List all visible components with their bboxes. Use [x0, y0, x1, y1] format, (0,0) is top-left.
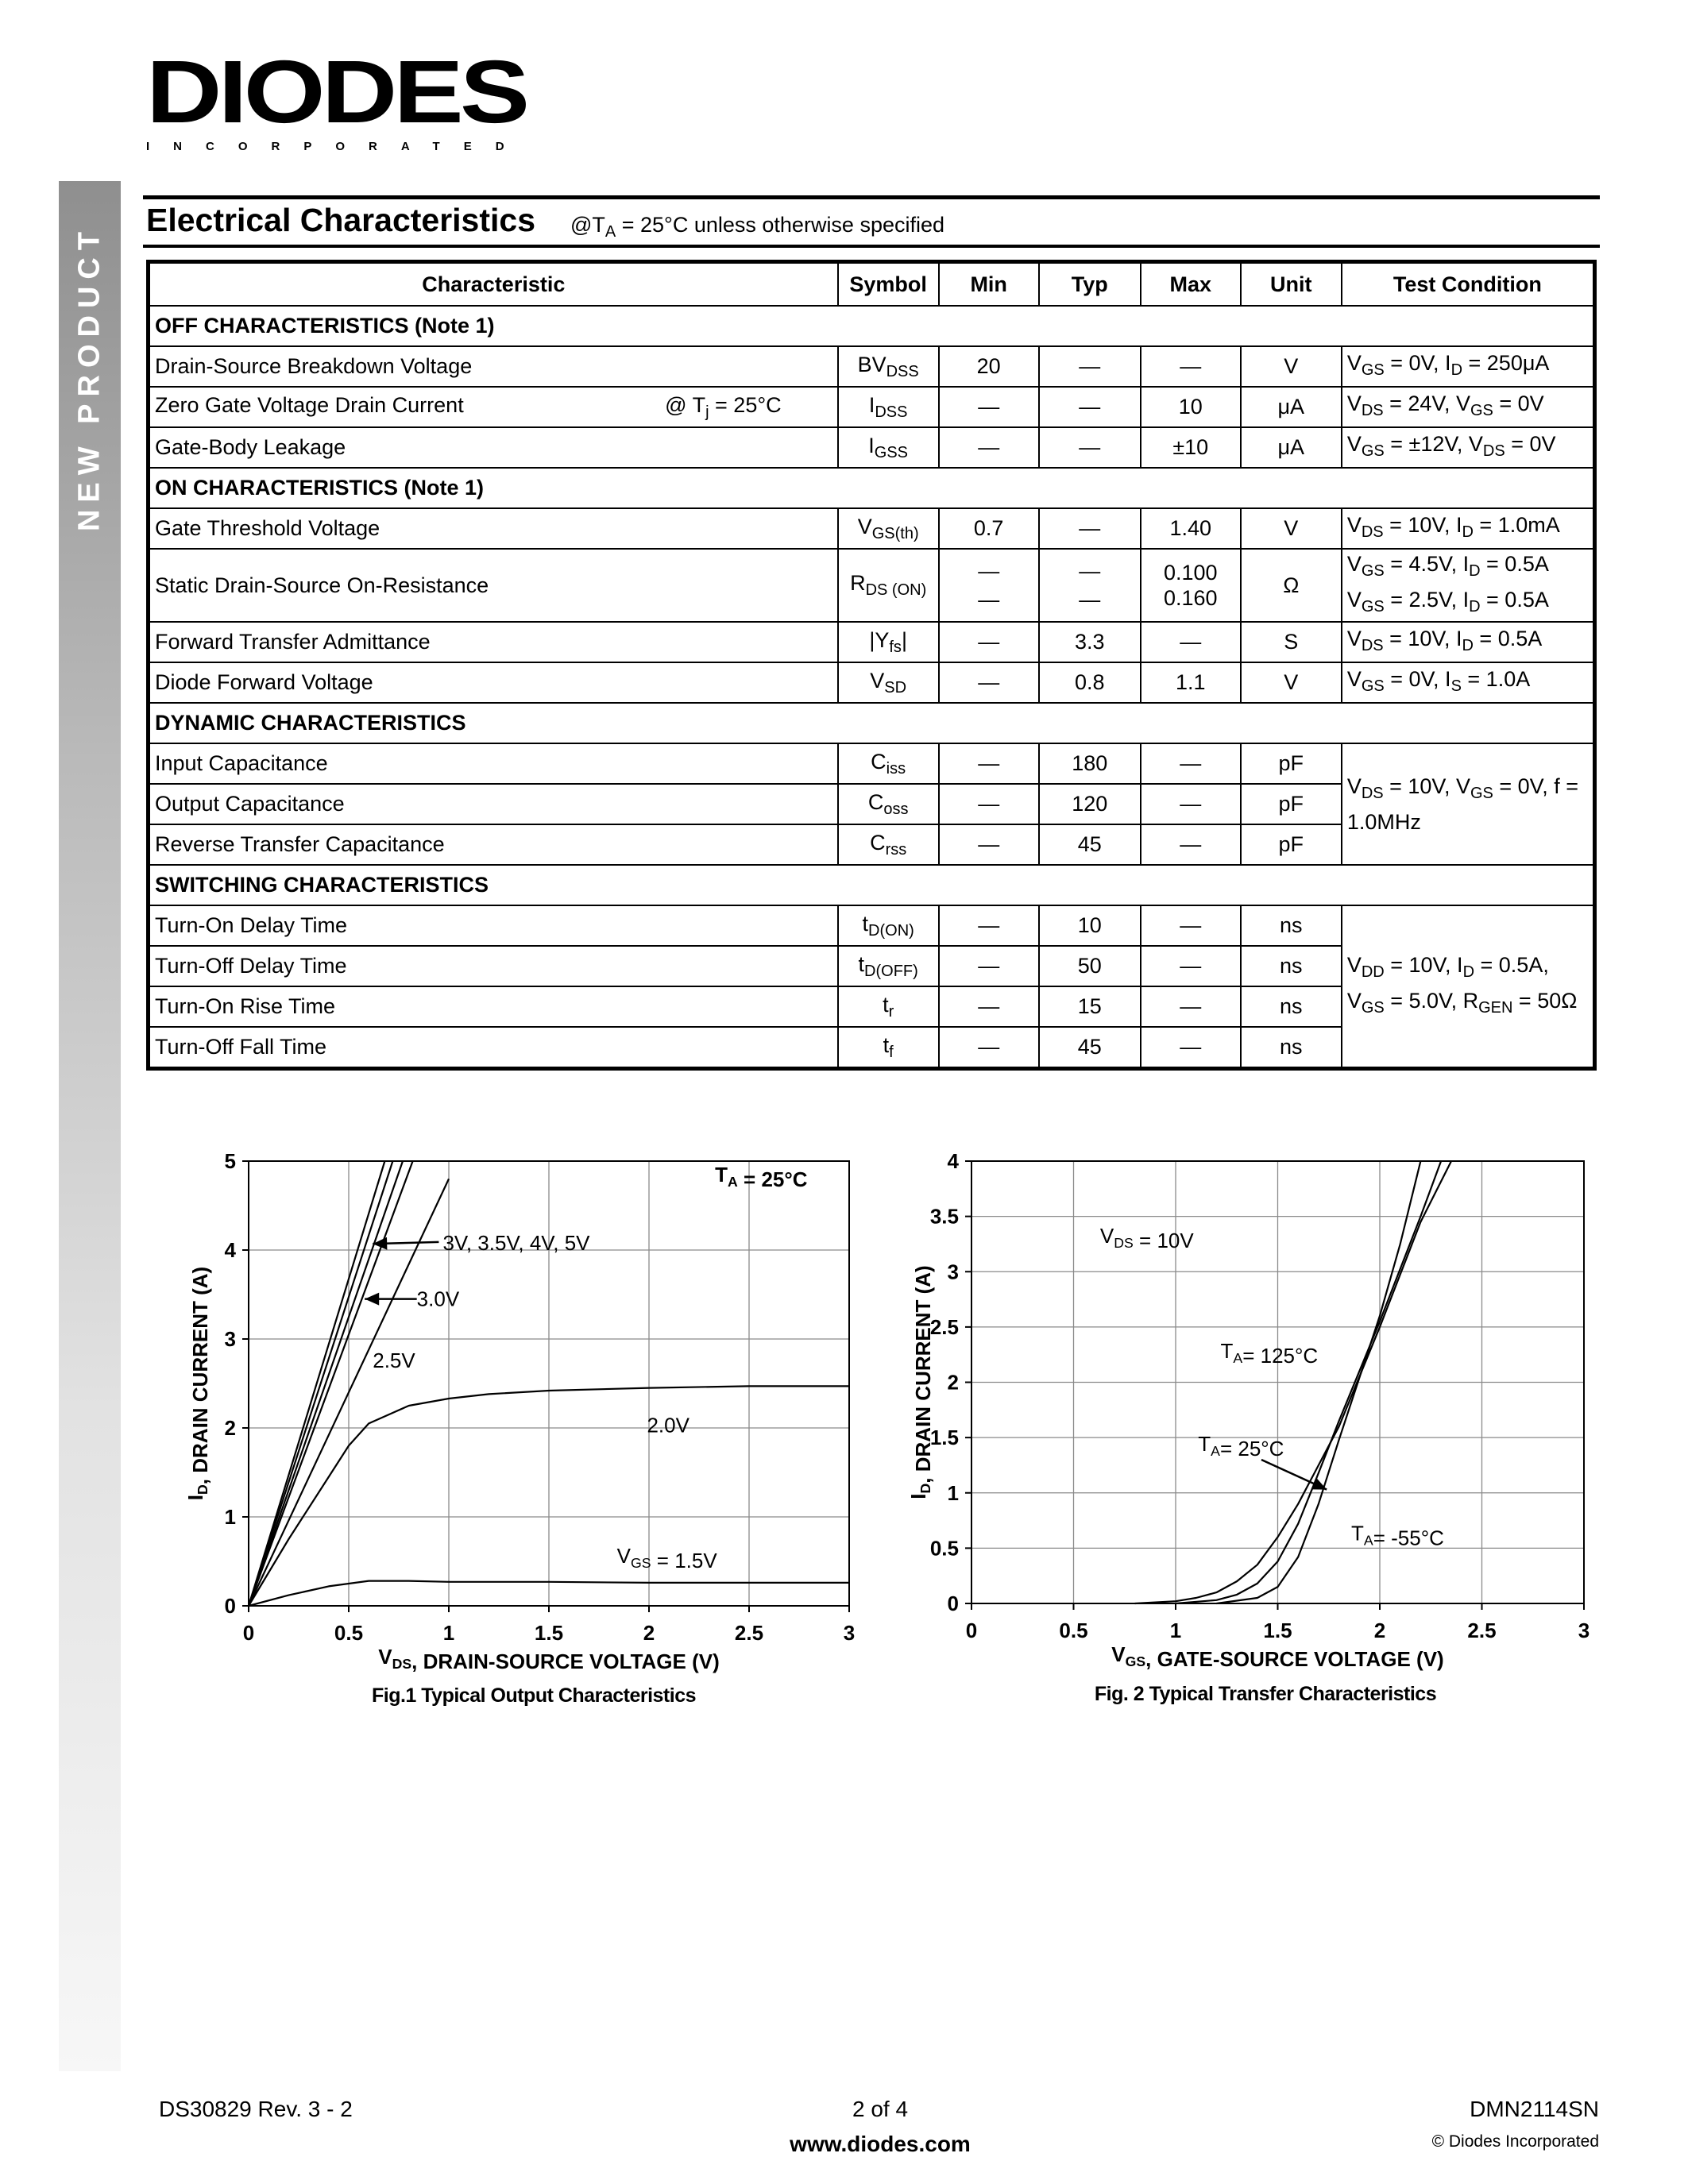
cell-characteristic-note: @ $T_j = 25^\circ C$ [665, 392, 782, 421]
cell-min: — [939, 387, 1039, 427]
cell-min: 20 [939, 346, 1039, 387]
y-tick-label: 3 [224, 1327, 236, 1351]
cell-symbol: $BV_{DSS}$ [838, 346, 939, 387]
x-axis-title: $V_{DS}$, DRAIN-SOURCE VOLTAGE (V) [378, 1645, 720, 1673]
label-3-0v: 3.0V [416, 1287, 460, 1311]
x-tick-label: 0.5 [334, 1621, 364, 1645]
cell-test-condition: $V_{DS} = 10V$, $I_D = 0.5A$ [1342, 622, 1595, 662]
section-title-dynamic: DYNAMIC CHARACTERISTICS [149, 703, 1595, 743]
cell-symbol: $C_{rss}$ [838, 824, 939, 865]
cell-characteristic: Reverse Transfer Capacitance [149, 824, 838, 865]
cell-unit: ns [1241, 1027, 1342, 1069]
cell-test-condition: $V_{DS} = 24V$, $V_{GS} = 0V$ [1342, 387, 1595, 427]
cell-unit: pF [1241, 824, 1342, 865]
header-characteristic: Characteristic [149, 262, 838, 307]
cell-characteristic [149, 387, 838, 427]
footer-doc-number: DS30829 Rev. 3 - 2 [159, 2097, 353, 2121]
cell-symbol: $V_{SD}$ [838, 662, 939, 703]
cell-characteristic: Turn-Off Delay Time [149, 946, 838, 986]
label-ta-25c: $T_A= 25^\circ C$ [1198, 1431, 1284, 1461]
cell-characteristic: Diode Forward Voltage [149, 662, 838, 703]
cell-test-condition: $V_{DS} = 10V$, $I_D = 1.0mA$ [1342, 508, 1595, 549]
cell-max: — [1141, 986, 1241, 1027]
cell-min: — [939, 743, 1039, 784]
cell-symbol: $C_{iss}$ [838, 743, 939, 784]
series-line [249, 1161, 413, 1606]
section-condition: $@T_A = 25^\circ C$ unless otherwise specified [570, 213, 945, 241]
table-row [149, 346, 1595, 387]
cell-typ: 120 [1039, 784, 1141, 824]
cell-characteristic: Static Drain-Source On-Resistance [149, 549, 838, 622]
y-tick-label: 0 [947, 1592, 959, 1615]
y-tick-label: 0 [224, 1594, 236, 1618]
cell-symbol: $|Y_{fs}|$ [838, 622, 939, 662]
table-header-row [149, 262, 1595, 307]
cell-characteristic: Turn-On Delay Time [149, 905, 838, 946]
cell-test-condition: $V_{GS} = \pm 12V$, $V_{DS} = 0V$ [1342, 427, 1595, 468]
x-tick-label: 1.5 [1263, 1619, 1292, 1642]
arrow-head [365, 1293, 379, 1306]
logo-subtitle: INCORPORATED [146, 140, 528, 153]
section-row-off [149, 306, 1595, 346]
cell-max-1: 0.100 [1163, 561, 1218, 585]
cell-test-condition: $V_{DS} = 10V$, $V_{GS} = 0V$, f = 1.0MHz [1342, 743, 1595, 865]
x-tick-label: 1 [1169, 1619, 1182, 1642]
y-tick-label: 1.5 [929, 1426, 959, 1450]
header-min: Min [939, 262, 1039, 307]
cell-characteristic: Drain-Source Breakdown Voltage [149, 346, 838, 387]
cell-typ: — [1039, 508, 1141, 549]
table-row [149, 427, 1595, 468]
cell-unit: μA [1241, 427, 1342, 468]
cell-symbol: $t_{D(ON)}$ [838, 905, 939, 946]
cell-max: 1.1 [1141, 662, 1241, 703]
x-tick-label: 2.5 [734, 1621, 764, 1645]
cell-unit: ns [1241, 986, 1342, 1027]
cell-min: — [939, 946, 1039, 986]
cell-typ-1: — [1079, 559, 1101, 583]
cell-characteristic-text: Zero Gate Voltage Drain Current [155, 392, 464, 417]
cell-unit: pF [1241, 743, 1342, 784]
cell-unit: μA [1241, 387, 1342, 427]
cell-min: — [939, 427, 1039, 468]
y-tick-label: 4 [224, 1238, 236, 1262]
cell-max: 10 [1141, 387, 1241, 427]
cell-characteristic: Turn-On Rise Time [149, 986, 838, 1027]
footer-page-number: 2 of 4 [852, 2097, 909, 2121]
cell-test-condition: $V_{GS} = 0V$, $I_D = 250\mu A$ [1342, 346, 1595, 387]
x-tick-label: 0 [242, 1621, 255, 1645]
cell-characteristic: Gate-Body Leakage [149, 427, 838, 468]
cell-symbol: $V_{GS(th)}$ [838, 508, 939, 549]
section-row-on [149, 468, 1595, 508]
cell-min: — [939, 824, 1039, 865]
cell-typ: — [1039, 427, 1141, 468]
header-test-condition: Test Condition [1342, 262, 1595, 307]
y-tick-label: 2 [947, 1370, 959, 1395]
cell-max-2: 0.160 [1163, 586, 1218, 610]
section-title-switching: SWITCHING CHARACTERISTICS [149, 865, 1595, 905]
cell-typ: 10 [1039, 905, 1141, 946]
cell-test-condition: $V_{DD} = 10V$, $I_D = 0.5A$, $V_{GS} = 5.0V$, $R_{GEN} = 50\Omega$ [1342, 905, 1595, 1069]
y-tick-label: 1 [947, 1480, 959, 1505]
series-line [249, 1161, 384, 1606]
cell-typ: 0.8 [1039, 662, 1141, 703]
x-tick-label: 1 [442, 1621, 455, 1645]
cell-unit: ns [1241, 946, 1342, 986]
label-ta-125c: $T_A= 125^\circ C$ [1220, 1338, 1319, 1368]
cell-typ: 180 [1039, 743, 1141, 784]
cell-max: — [1141, 1027, 1241, 1069]
cell-min: — [939, 986, 1039, 1027]
cell-characteristic: Input Capacitance [149, 743, 838, 784]
header-unit: Unit [1241, 262, 1342, 307]
sidebar-label: NEW PRODUCT [72, 224, 106, 532]
section-row-dynamic [149, 703, 1595, 743]
cell-max: — [1141, 946, 1241, 986]
x-tick-label: 1.5 [534, 1621, 564, 1645]
y-axis-title: $I_D$, DRAIN CURRENT (A) [906, 1265, 935, 1499]
section-rule-bottom [143, 245, 1600, 248]
section-row-switching [149, 865, 1595, 905]
cell-typ: — [1039, 387, 1141, 427]
cell-min: 0.7 [939, 508, 1039, 549]
cell-max: — [1141, 905, 1241, 946]
cell-typ: 45 [1039, 1027, 1141, 1069]
cell-unit: V [1241, 346, 1342, 387]
cell-typ: 50 [1039, 946, 1141, 986]
y-tick-label: 3.5 [929, 1204, 959, 1229]
cell-min [939, 549, 1039, 622]
cell-max: — [1141, 784, 1241, 824]
x-tick-label: 3 [843, 1621, 856, 1645]
fig2-caption: Fig. 2 Typical Transfer Characteristics [1094, 1683, 1437, 1705]
label-ta-minus-55c: $T_A= -55^\circ C$ [1351, 1521, 1444, 1550]
fig1-output-characteristics-chart [159, 1144, 874, 1700]
cell-cond-1: $V_{GS} = 4.5V$, $I_D = 0.5A$ [1346, 552, 1549, 580]
cell-symbol: $C_{oss}$ [838, 784, 939, 824]
company-logo [146, 42, 528, 153]
cell-symbol: $t_r$ [838, 986, 939, 1027]
cell-symbol: $I_{GSS}$ [838, 427, 939, 468]
cell-test-condition [1342, 549, 1595, 622]
table-row [149, 622, 1595, 662]
header-typ: Typ [1039, 262, 1141, 307]
cell-symbol: $t_f$ [838, 1027, 939, 1069]
series-line [249, 1161, 392, 1606]
label-2-0v: 2.0V [647, 1413, 689, 1437]
y-tick-label: 2.5 [929, 1314, 959, 1339]
table-row [149, 905, 1595, 946]
fig1-caption: Fig.1 Typical Output Characteristics [371, 1684, 697, 1707]
y-axis-title: $I_D$, DRAIN CURRENT (A) [183, 1266, 212, 1501]
electrical-characteristics-table [146, 260, 1597, 1071]
cell-typ: 45 [1039, 824, 1141, 865]
section-title: Electrical Characteristics [146, 202, 535, 238]
table-row [149, 743, 1595, 784]
x-tick-label: 2 [1373, 1619, 1386, 1642]
cell-min: — [939, 662, 1039, 703]
x-axis-title: $V_{GS}$, GATE-SOURCE VOLTAGE (V) [1111, 1642, 1444, 1671]
cell-characteristic: Forward Transfer Admittance [149, 622, 838, 662]
header-symbol: Symbol [838, 262, 939, 307]
label-vgs-1-5v: $V_{GS} = 1.5V$ [616, 1544, 717, 1573]
cell-typ: 3.3 [1039, 622, 1141, 662]
cell-characteristic: Turn-Off Fall Time [149, 1027, 838, 1069]
section-rule-top [143, 195, 1600, 199]
cell-cond-2: $V_{GS} = 2.5V$, $I_D = 0.5A$ [1346, 588, 1549, 615]
table-row [149, 508, 1595, 549]
cell-min: — [939, 784, 1039, 824]
cell-unit: ns [1241, 905, 1342, 946]
cell-symbol: $R_{DS (ON)}$ [838, 549, 939, 622]
x-tick-label: 0.5 [1059, 1619, 1088, 1642]
cell-typ [1039, 549, 1141, 622]
y-tick-label: 5 [224, 1149, 236, 1173]
cell-max: — [1141, 824, 1241, 865]
section-title-off: OFF CHARACTERISTICS (Note 1) [149, 306, 1595, 346]
cell-max: — [1141, 346, 1241, 387]
header-max: Max [1141, 262, 1241, 307]
label-3v-3-5v-4v-5v: 3V, 3.5V, 4V, 5V [442, 1231, 590, 1255]
y-tick-label: 3 [947, 1260, 959, 1284]
logo-wordmark: DIODES [146, 42, 527, 141]
x-tick-label: 3 [1578, 1619, 1590, 1642]
annotation-ta: $T_A = 25^\circ C$ [715, 1162, 808, 1191]
cell-min: — [939, 1027, 1039, 1069]
section-title-on: ON CHARACTERISTICS (Note 1) [149, 468, 1595, 508]
y-tick-label: 1 [224, 1505, 236, 1529]
cell-unit: S [1241, 622, 1342, 662]
cell-min: — [939, 622, 1039, 662]
cell-symbol: $I_{DSS}$ [838, 387, 939, 427]
cell-min-2: — [978, 588, 1000, 612]
cell-max: — [1141, 743, 1241, 784]
footer-part-number: DMN2114SN [1470, 2097, 1599, 2121]
label-vds-10v: $V_{DS} = 10V$ [1099, 1224, 1194, 1253]
cell-max: — [1141, 622, 1241, 662]
y-tick-label: 0.5 [929, 1536, 959, 1561]
table-row [149, 387, 1595, 427]
cell-unit: V [1241, 508, 1342, 549]
cell-characteristic: Output Capacitance [149, 784, 838, 824]
cell-typ-2: — [1079, 588, 1101, 612]
cell-typ: — [1039, 346, 1141, 387]
table-row [149, 662, 1595, 703]
cell-characteristic: Gate Threshold Voltage [149, 508, 838, 549]
footer-website-link[interactable]: www.diodes.com [790, 2132, 971, 2156]
cell-test-condition: $V_{GS} = 0V$, $I_S = 1.0A$ [1342, 662, 1595, 703]
cell-typ: 15 [1039, 986, 1141, 1027]
cell-unit: V [1241, 662, 1342, 703]
table-row [149, 549, 1595, 622]
footer-copyright: © Diodes Incorporated [1431, 2132, 1599, 2151]
cell-min: — [939, 905, 1039, 946]
cell-symbol: $t_{D(OFF)}$ [838, 946, 939, 986]
x-tick-label: 0 [965, 1619, 978, 1642]
series-line [249, 1161, 403, 1606]
cell-max: 1.40 [1141, 508, 1241, 549]
cell-max: ±10 [1141, 427, 1241, 468]
cell-max [1141, 549, 1241, 622]
y-tick-label: 2 [224, 1416, 236, 1440]
cell-min-1: — [978, 559, 1000, 583]
y-tick-label: 4 [947, 1149, 959, 1173]
cell-unit: Ω [1241, 549, 1342, 622]
x-tick-label: 2 [643, 1621, 655, 1645]
x-tick-label: 2.5 [1467, 1619, 1497, 1642]
cell-unit: pF [1241, 784, 1342, 824]
label-2-5v: 2.5V [373, 1348, 415, 1372]
fig2-transfer-characteristics-chart [882, 1144, 1597, 1700]
